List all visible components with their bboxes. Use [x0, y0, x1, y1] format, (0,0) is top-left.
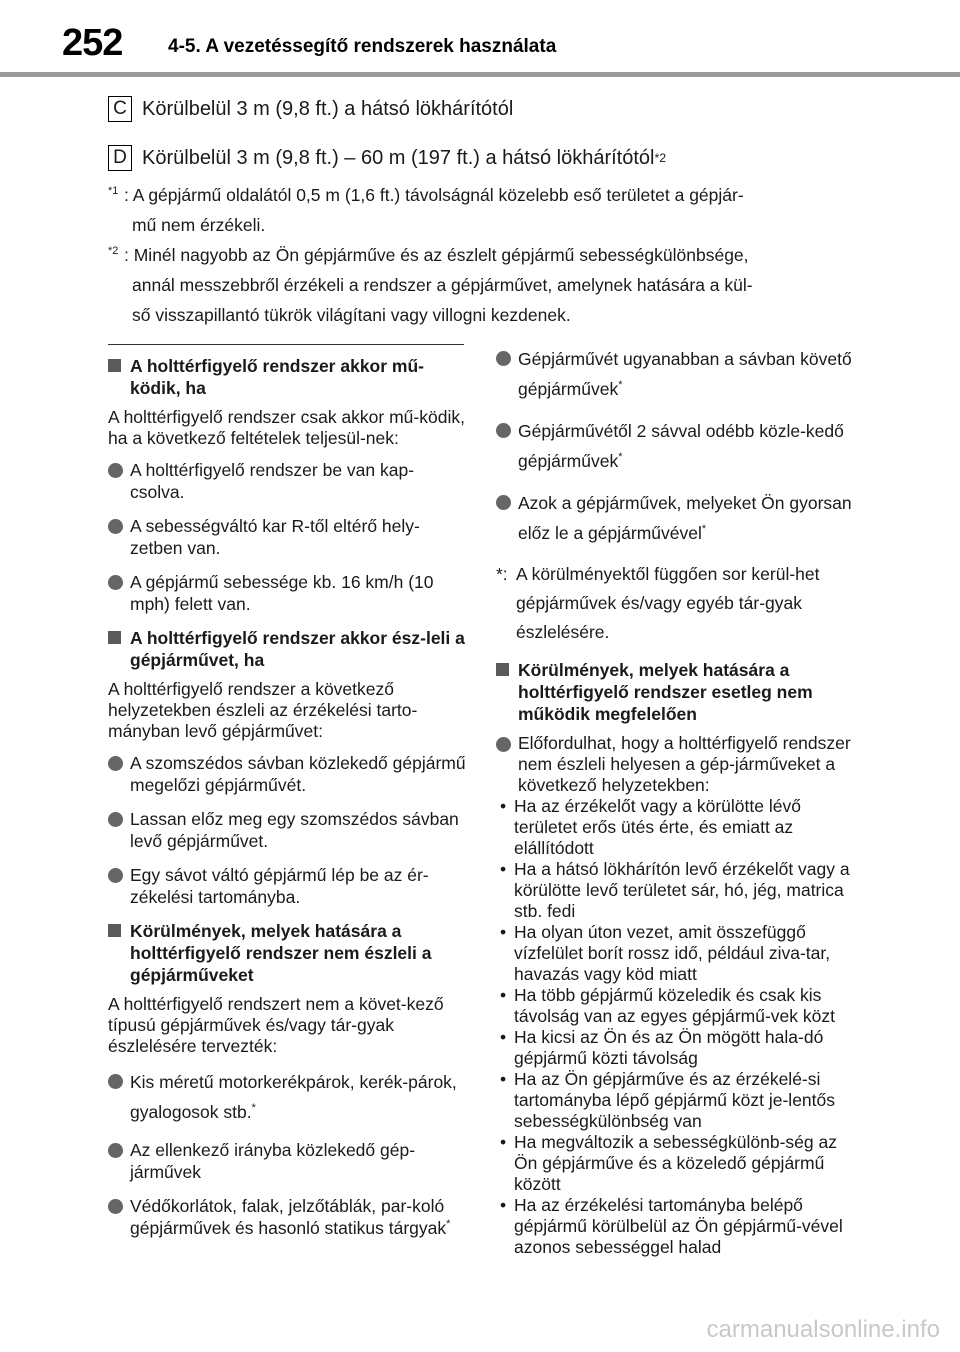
- list-item: [496, 344, 856, 404]
- distance-c-text: Körülbelül 3 m (9,8 ft.) a hátsó lökhárítótól: [142, 98, 514, 120]
- square-bullet-icon: [108, 924, 121, 937]
- footnote-text: : A gépjármű oldalától 0,5 m (1,6 ft.) távolságnál közelebb eső területet a gépjár-: [124, 185, 744, 205]
- list-item-text: Egy sávot váltó gépjármű lép be az ér-zékelési tartományba.: [130, 865, 429, 907]
- list-item: [108, 864, 468, 908]
- asterisk-note: [496, 560, 856, 647]
- list-item-text: Az ellenkező irányba közlekedő gép-járművek: [130, 1140, 416, 1182]
- circle-bullet-icon: [496, 351, 511, 366]
- dash-item-text: Ha több gépjármű közeledik és csak kis távolság van az egyes gépjármű-vek közt: [514, 985, 835, 1026]
- list-item: [108, 1195, 468, 1239]
- list-item-text: Gépjárművétől 2 sávval odébb közle-kedő gépjárművek: [518, 421, 844, 471]
- dash-item-text: Ha olyan úton vezet, amit összefüggő vízfelület borít rossz idő, például ziva-tar, havazás vagy köd miatt: [514, 922, 831, 984]
- list-item: [108, 515, 468, 559]
- asterisk-ref: *: [701, 523, 707, 536]
- circle-bullet-icon: [496, 737, 511, 752]
- dash-item: • Ha az Ön gépjárműve és az érzékelé-si tartományba lépő gépjármű közt je-lentős sebességkülönbség van: [500, 1069, 836, 1131]
- list-item: [108, 1067, 468, 1127]
- section-heading-text: A holttérfigyelő rendszer akkor ész-leli a gépjárművet, ha: [130, 628, 465, 670]
- distance-d-text: Körülbelül 3 m (9,8 ft.) – 60 m (197 ft.) a hátsó lökhárítótól: [142, 147, 655, 169]
- paragraph: A holttérfigyelő rendszer a következő helyzetekben észleli az érzékelési tarto-mányban levő gépjárművet:: [108, 679, 418, 741]
- dash-item: • Ha olyan úton vezet, amit összefüggő vízfelület borít rossz idő, például ziva-tar, havazás vagy köd miatt: [500, 922, 831, 984]
- list-item-text: A holttérfigyelő rendszer be van kap-csolva.: [130, 460, 415, 502]
- list-item-text: Azok a gépjárművek, melyeket Ön gyorsan előz le a gépjárművével: [518, 493, 852, 543]
- list-item: [108, 571, 468, 615]
- footnote-mark: *1: [108, 185, 119, 198]
- circle-bullet-icon: [496, 495, 511, 510]
- section-title: 4-5. A vezetéssegítő rendszerek használata: [168, 36, 557, 57]
- dash-item: • Ha a hátsó lökhárítón levő érzékelőt vagy a körülötte levő területet sár, hó, jég, matrica stb. fedi: [500, 859, 850, 921]
- list-item: [496, 416, 856, 476]
- circle-bullet-icon: [108, 463, 123, 478]
- list-item-text: Lassan előz meg egy szomszédos sávban levő gépjárművet.: [130, 809, 459, 851]
- list-item-text: A sebességváltó kar R-től eltérő hely-zetben van.: [130, 516, 420, 558]
- circle-bullet-icon: [108, 756, 123, 771]
- square-bullet-icon: [108, 631, 121, 644]
- circle-bullet-icon: [108, 519, 123, 534]
- asterisk-ref: *: [251, 1102, 256, 1115]
- right-column: [496, 344, 856, 1258]
- header-divider: [0, 72, 960, 77]
- circle-bullet-icon: [108, 1143, 123, 1158]
- footnote-text: : Minél nagyobb az Ön gépjárműve és az észlelt gépjármű sebességkülönbsége,: [124, 245, 749, 265]
- column-divider: [108, 344, 464, 345]
- circle-bullet-icon: [496, 423, 511, 438]
- label-c-box: C: [108, 96, 132, 122]
- distance-c-line: [108, 96, 513, 122]
- footnote-2: [108, 240, 848, 330]
- section-heading: [496, 659, 856, 725]
- square-bullet-icon: [108, 359, 121, 372]
- dash-item-text: Ha az érzékelőt vagy a körülötte lévő területet erős ütés érte, és emiatt az elállítódott: [514, 796, 801, 858]
- label-d-box: D: [108, 145, 132, 171]
- section-heading: [108, 355, 468, 399]
- square-bullet-icon: [496, 663, 509, 676]
- paragraph: A holttérfigyelő rendszert nem a követ-kező típusú gépjárművek és/vagy tár-gyak észlelésére tervezték:: [108, 994, 444, 1056]
- paragraph: A holttérfigyelő rendszer csak akkor mű-ködik, ha a következő feltételek teljesül-nek:: [108, 407, 465, 448]
- circle-bullet-icon: [108, 1199, 123, 1214]
- circle-bullet-icon: [108, 575, 123, 590]
- dash-item-text: Ha a hátsó lökhárítón levő érzékelőt vagy a körülötte levő területet sár, hó, jég, matrica stb. fedi: [514, 859, 850, 921]
- dash-item: • Ha kicsi az Ön és az Ön mögött hala-dó gépjármű közti távolság: [500, 1027, 824, 1068]
- list-item-text: Gépjárművét ugyanabban a sávban követő gépjárművek: [518, 349, 852, 399]
- note-text: A körülményektől függően sor kerül-het gépjárművek és/vagy egyéb tár-gyak észlelésére.: [516, 564, 820, 642]
- dash-item-text: Ha kicsi az Ön és az Ön mögött hala-dó gépjármű közti távolság: [514, 1027, 824, 1068]
- dash-item-text: Ha az Ön gépjárműve és az érzékelé-si tartományba lépő gépjármű közt je-lentős sebességkülönbség van: [514, 1069, 836, 1131]
- section-heading: [108, 627, 468, 671]
- dash-item: • Ha az érzékelési tartományba belépő gépjármű körülbelül az Ön gépjármű-vével azonos sebességgel halad: [500, 1195, 843, 1257]
- section-heading-text: A holttérfigyelő rendszer akkor mű-ködik, ha: [130, 356, 424, 398]
- list-item-text: Védőkorlátok, falak, jelzőtáblák, par-koló gépjárművek és hasonló statikus tárgyak: [130, 1196, 447, 1238]
- footnote-1: [108, 180, 848, 240]
- page-number: 252: [62, 22, 123, 64]
- note-mark: *:: [496, 564, 508, 584]
- list-item: [496, 488, 856, 548]
- section-heading-text: Körülmények, melyek hatására a holttérfigyelő rendszer nem észleli a gépjárműveket: [130, 921, 432, 985]
- asterisk-ref: *: [618, 379, 623, 392]
- footnote-mark: *2: [108, 245, 119, 258]
- list-item: [108, 459, 468, 503]
- circle-bullet-icon: [108, 1074, 123, 1089]
- dash-item: • Ha több gépjármű közeledik és csak kis távolság van az egyes gépjármű-vek közt: [500, 985, 835, 1026]
- section-heading: [108, 920, 468, 986]
- footnote-text-cont: ső visszapillantó tükrök világítani vagy villogni kezdenek.: [132, 305, 571, 325]
- footnote-text-cont: mű nem érzékeli.: [132, 215, 266, 235]
- list-item: [108, 808, 468, 852]
- dash-item: • Ha az érzékelőt vagy a körülötte lévő területet erős ütés érte, és emiatt az elállítódott: [500, 796, 801, 858]
- section-heading-text: Körülmények, melyek hatására a holttérfigyelő rendszer esetleg nem működik megfelelően: [518, 660, 813, 724]
- asterisk-ref: *: [618, 451, 623, 464]
- list-item-text: Kis méretű motorkerékpárok, kerék-párok, gyalogosok stb.: [130, 1072, 457, 1122]
- circle-bullet-icon: [108, 812, 123, 827]
- footnote-text-cont: annál messzebbről érzékeli a rendszer a gépjárművet, amelynek hatására a kül-: [132, 275, 753, 295]
- list-item-text: A szomszédos sávban közlekedő gépjármű megelőzi gépjárművét.: [130, 753, 466, 795]
- dash-item-text: Ha az érzékelési tartományba belépő gépjármű körülbelül az Ön gépjármű-vével azonos sebességgel halad: [514, 1195, 843, 1257]
- distance-d-line: D Körülbelül 3 m (9,8 ft.) – 60 m (197 ft.) a hátsó lökhárítótól *2: [108, 145, 666, 171]
- dash-item: • Ha megváltozik a sebességkülönb-ség az Ön gépjárműve és a közeledő gépjármű között: [500, 1132, 837, 1194]
- list-item: [108, 1139, 468, 1183]
- watermark: carmanualsonline.info: [706, 1316, 940, 1343]
- list-item-text: A gépjármű sebessége kb. 16 km/h (10 mph) felett van.: [130, 572, 434, 614]
- list-item: [108, 752, 468, 796]
- asterisk-ref: *: [446, 1218, 451, 1231]
- dash-item-text: Ha megváltozik a sebességkülönb-ség az Ön gépjárműve és a közeledő gépjármű között: [514, 1132, 837, 1194]
- circle-bullet-icon: [108, 868, 123, 883]
- list-item-text: Előfordulhat, hogy a holttérfigyelő rendszer nem észleli helyesen a gép-járműveket a következő helyzetekben:: [518, 733, 851, 795]
- left-column: [108, 344, 468, 1251]
- page-header: [0, 0, 960, 80]
- list-item: [496, 733, 856, 796]
